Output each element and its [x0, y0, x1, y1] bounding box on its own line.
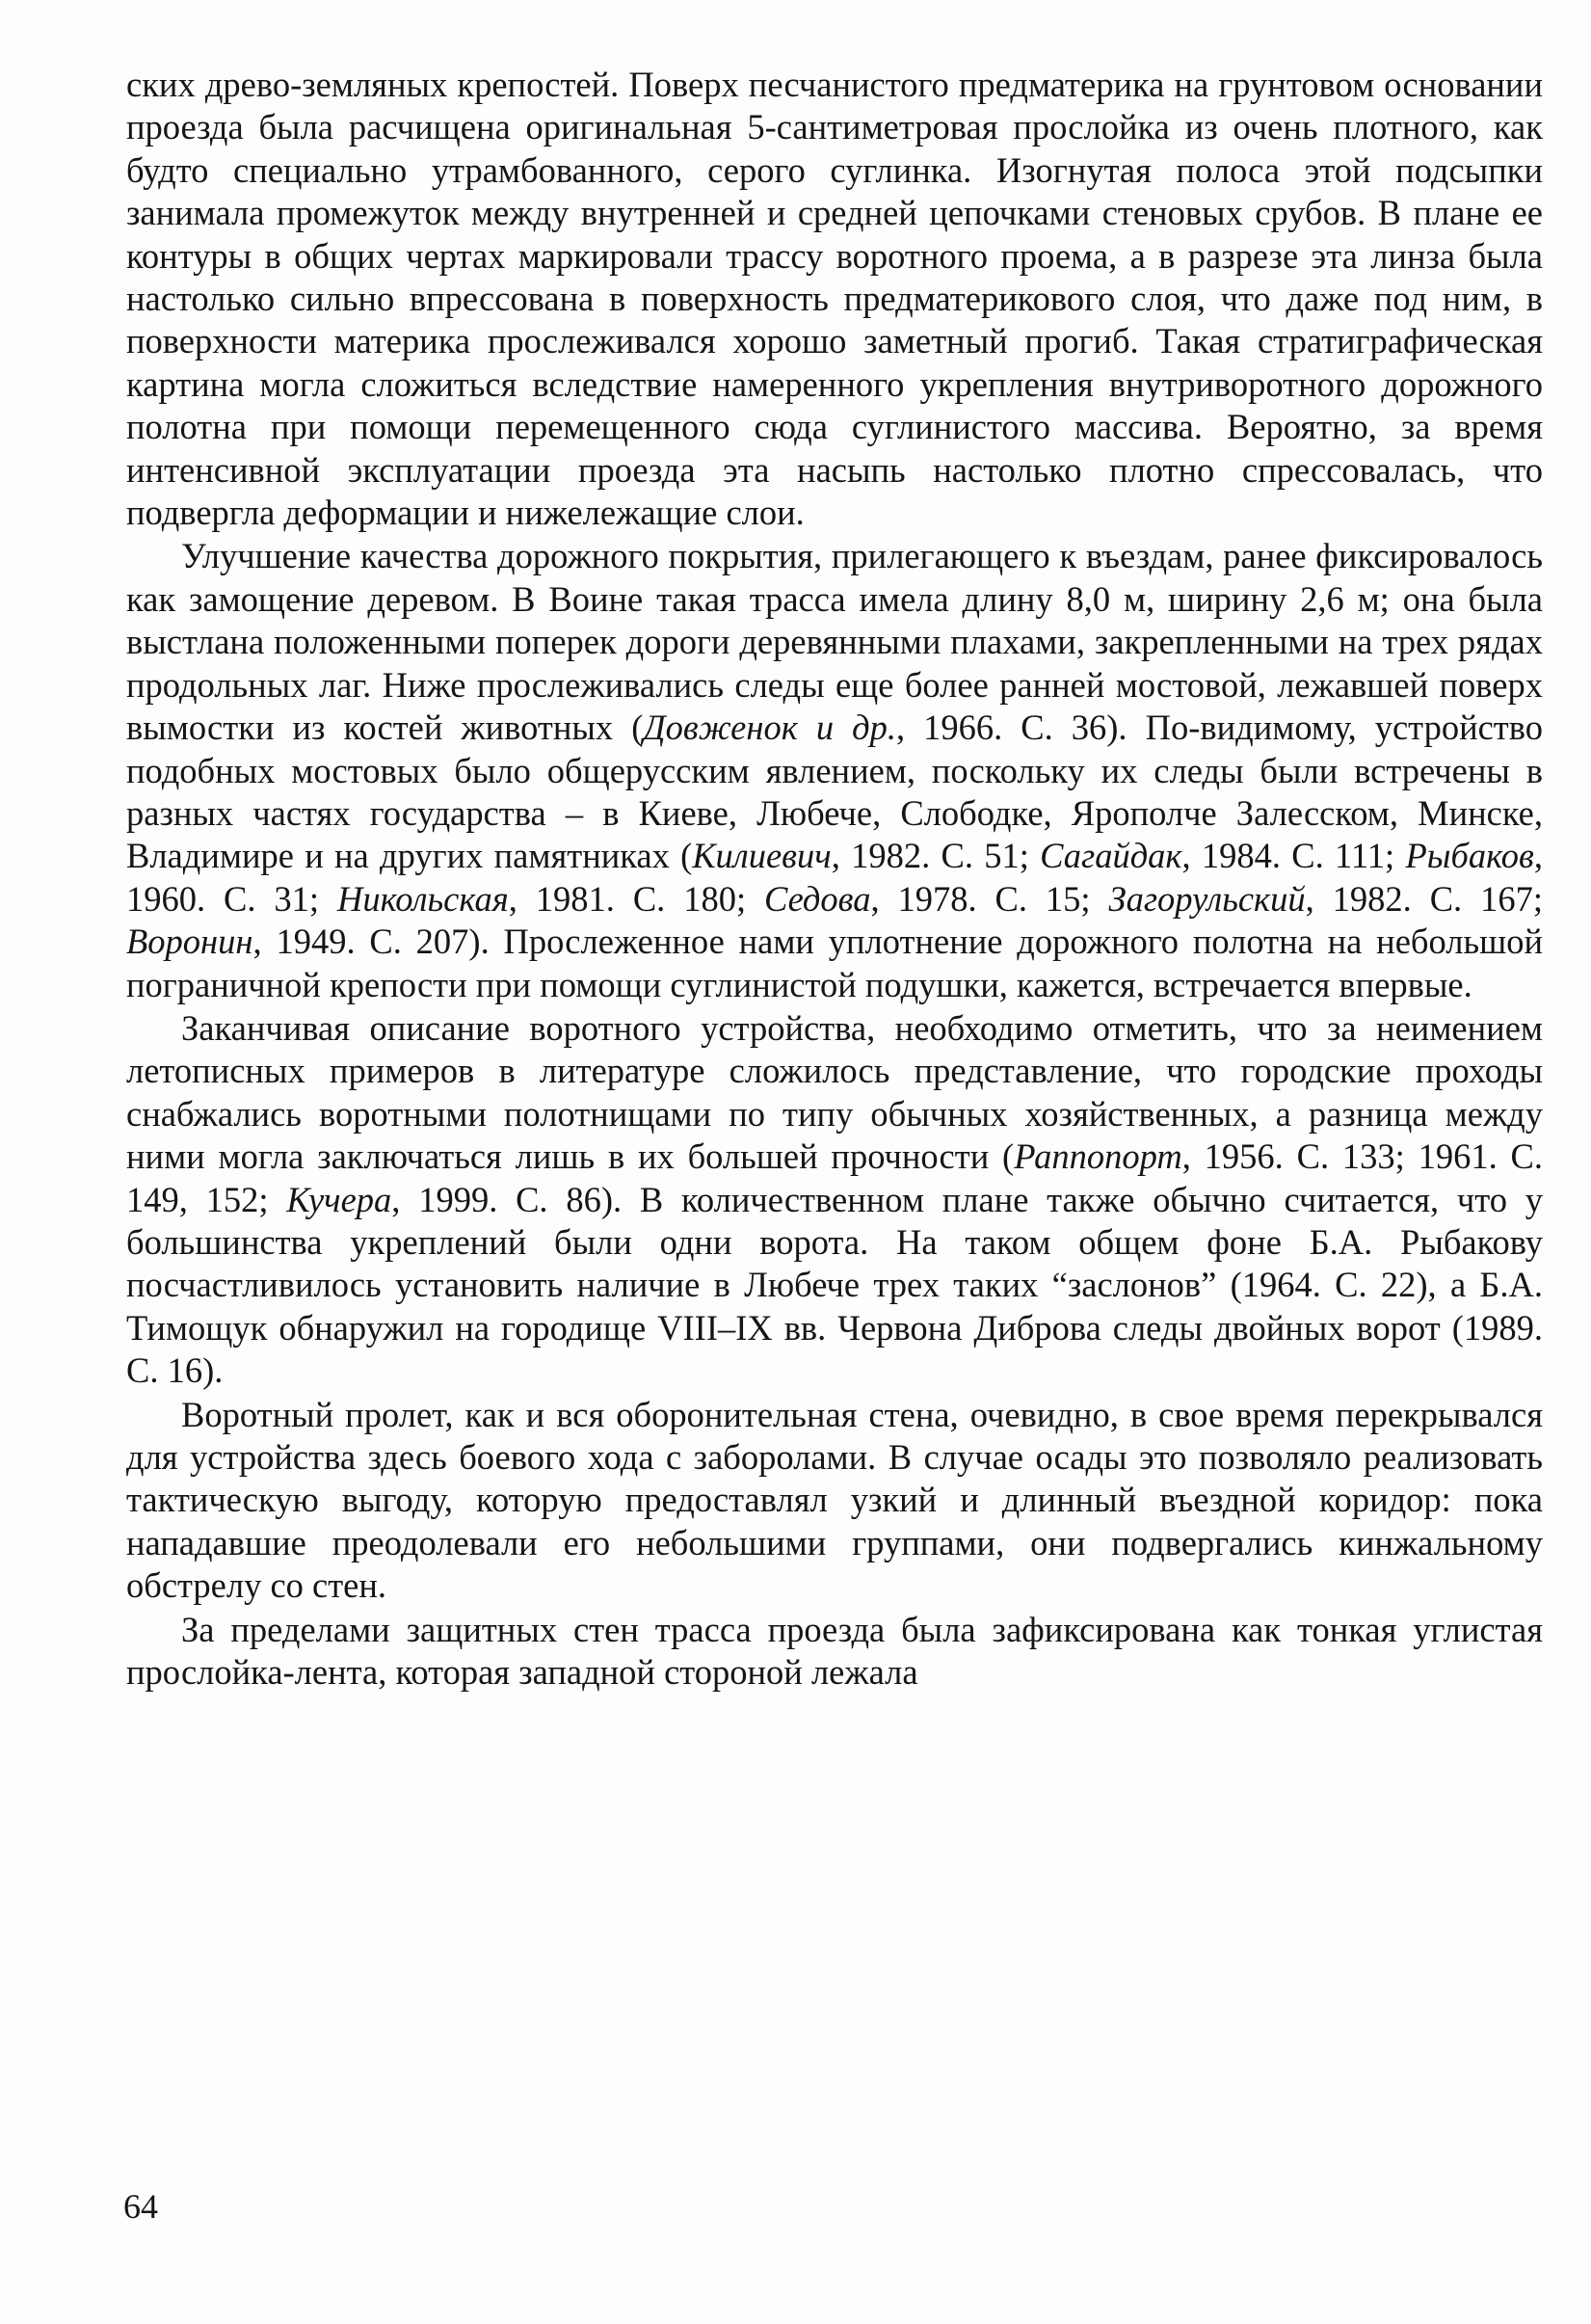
paragraph-4: [126, 1394, 1543, 1608]
text-run: Воротный пролет, как и вся оборонительная стена, очевидно, в свое время перекрывался для устройства здесь боевого хода с заборолами. В случае осады это позволяло реализовать тактическую выгоду, которую предоставлял узкий и длинный въездной коридор: пока нападавшие преодолевали его небольшими группами, они подвергались кинжальному обстрелу со стен.: [126, 1394, 1543, 1606]
text-run: , 1978. С. 15;: [870, 878, 1109, 919]
citation-author: Сагайдак: [1040, 836, 1182, 876]
citation-author: Килиевич: [692, 836, 832, 876]
citation-author: Рыбаков: [1405, 836, 1534, 876]
text-run: , 1982. С. 51;: [831, 836, 1041, 876]
text-run: , 1966. С. 36). По-видимому, устройство подобных мостовых было общерусским явлением, поскольку их следы были встречены в разных частях государства – в Киеве, Любече, Слободке, Ярополче Залесском, Минске, Владимире и на других памятниках (: [126, 708, 1543, 876]
citation-author: Никольская: [336, 878, 509, 919]
citation-author: Раппопорт: [1014, 1136, 1182, 1177]
citation-author: Довженок и др.: [643, 708, 896, 748]
text-run: , 1999. С. 86). В количественном плане также обычно считается, что у большинства укреплений были одни ворота. На таком общем фоне Б.А. Рыбакову посчастливилось установить наличие в Любече трех таких “заслонов” (1964. С. 22), а Б.А. Тимощук обнаружил на городище VIII–IX вв. Червона Диброва следы двойных ворот (1989. С. 16).: [126, 1179, 1543, 1391]
text-run: , 1982. С. 167;: [1305, 878, 1543, 919]
paragraph-3: [126, 1007, 1543, 1393]
text-run: За пределами защитных стен трасса проезда была зафиксирована как тонкая углистая прослойка-лента, которая западной стороной лежала: [126, 1609, 1543, 1693]
text-run: , 1949. С. 207). Прослеженное нами уплотнение дорожного полотна на небольшой пограничной крепости при помощи суглинистой подушки, кажется, встречается впервые.: [126, 922, 1543, 1004]
text-run: ских древо-земляных крепостей. Поверх песчанистого предматерика на грунтовом основании проезда была расчищена оригинальная 5-сантиметровая прослойка из очень плотного, как будто специально утрамбованного, серого суглинка. Изогнутая полоса этой подсыпки занимала промежуток между внутренней и средней цепочками стеновых срубов. В плане ее контуры в общих чертах маркировали трассу воротного проема, а в разрезе эта линза была настолько сильно впрессована в поверхность предматерикового слоя, что даже под ним, в поверхности материка прослеживался хорошо заметный прогиб. Такая стратиграфическая картина могла сложиться вследствие намеренного укрепления внутриворотного дорожного полотна при помощи перемещенного сюда суглинистого массива. Вероятно, за время интенсивной эксплуатации проезда эта насыпь настолько плотно спрессовалась, что подвергла деформации и нижележащие слои.: [126, 65, 1543, 533]
citation-author: Загорульский: [1108, 878, 1306, 919]
text-run: Заканчивая описание воротного устройства, необходимо отметить, что за неимением летописных примеров в литературе сложилось представление, что городские проходы снабжались воротными полотнищами по типу обычных хозяйственных, а разница между ними могла заключаться лишь в их большей прочности (: [126, 1007, 1543, 1177]
paragraph-2: [126, 535, 1543, 1005]
text-run: , 1960. С. 31;: [126, 836, 1543, 919]
paragraph-5: [126, 1609, 1543, 1695]
text-run: , 1956. С. 133; 1961. С. 149, 152;: [126, 1136, 1543, 1219]
citation-author: Кучера: [286, 1179, 392, 1219]
citation-author: Седова: [764, 878, 871, 919]
text-run: , 1984. С. 111;: [1181, 836, 1406, 876]
paragraph-1: [126, 64, 1543, 534]
text-run: , 1981. С. 180;: [508, 878, 765, 919]
citation-author: Воронин: [126, 922, 253, 962]
text-run: Улучшение качества дорожного покрытия, прилегающего к въездам, ранее фиксировалось как замощение деревом. В Воине такая трасса имела длину 8,0 м, ширину 2,6 м; она была выстлана положенными поперек дороги деревянными плахами, закрепленными на трех рядах продольных лаг. Ниже прослеживались следы еще более ранней мостовой, лежавшей поверх вымостки из костей животных (: [126, 536, 1543, 748]
body-text: [126, 64, 1543, 1694]
page-number: 64: [123, 2187, 158, 2226]
